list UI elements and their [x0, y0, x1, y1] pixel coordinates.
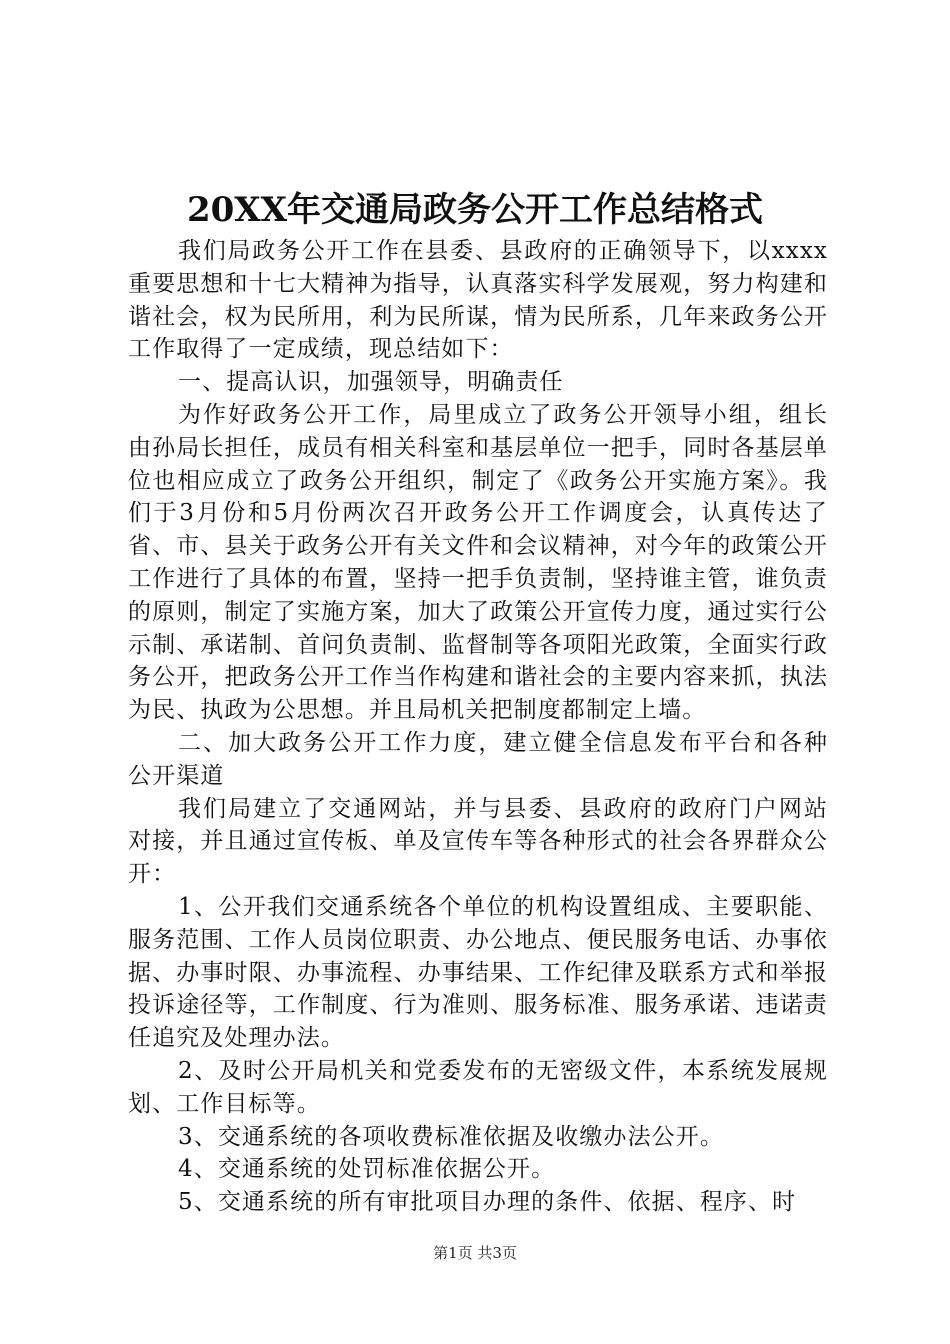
- section-2-paragraph: 我们局建立了交通网站，并与县委、县政府的政府门户网站对接，并且通过宣传板、单及宣传车等各种形式的社会各界群众公开：: [128, 795, 828, 888]
- list-item-4: 4、交通系统的处罚标准依据公开。: [178, 1156, 556, 1183]
- list-item-3: 3、交通系统的各项收费标准依据及收缴办法公开。: [178, 1123, 724, 1150]
- intro-paragraph: 我们局政务公开工作在县委、县政府的正确领导下，以xxxx重要思想和十七大精神为指导，认真落实科学发展观，努力构建和谐社会，权为民所用，利为民所谋，情为民所系，几年来政务公开工作取得了一定成绩，现总结如下：: [128, 238, 828, 363]
- list-item-1: 1、公开我们交通系统各个单位的机构设置组成、主要职能、服务范围、工作人员岗位职责、办公地点、便民服务电话、办事依据、办事时限、办事流程、办事结果、工作纪律及联系方式和举报投诉途径等，工作制度、行为准则、服务标准、服务承诺、违诺责任追究及处理办法。: [128, 893, 828, 1052]
- page-footer: 第1页 共3页: [433, 1244, 517, 1262]
- section-1-paragraph: 为作好政务公开工作，局里成立了政务公开领导小组，组长由孙局长担任，成员有相关科室和基层单位一把手，同时各基层单位也相应成立了政务公开组织，制定了《政务公开实施方案》。我们于3月份和5月份两次召开政务公开工作调度会，认真传达了省、市、县关于政务公开有关文件和会议精神，对今年的政策公开工作进行了具体的布置，坚持一把手负责制，坚持谁主管，谁负责的原则，制定了实施方案，加大了政策公开宣传力度，通过实行公示制、承诺制、首问负责制、监督制等各项阳光政策，全面实行政务公开，把政务公开工作当作构建和谐社会的主要内容来抓，执法为民、执政为公思想。并且局机关把制度都制定上墙。: [128, 401, 828, 724]
- list-item-5: 5、交通系统的所有审批项目办理的条件、依据、程序、时: [178, 1189, 797, 1216]
- document-title: 20XX年交通局政务公开工作总结格式: [186, 190, 764, 230]
- list-item-2: 2、及时公开局机关和党委发布的无密级文件，本系统发展规划、工作目标等。: [128, 1057, 828, 1117]
- document-body: [128, 235, 828, 1219]
- section-heading-1: 一、提高认识，加强领导，明确责任: [178, 369, 564, 396]
- section-heading-2: 二、加大政务公开工作力度，建立健全信息发布平台和各种公开渠道: [128, 729, 828, 789]
